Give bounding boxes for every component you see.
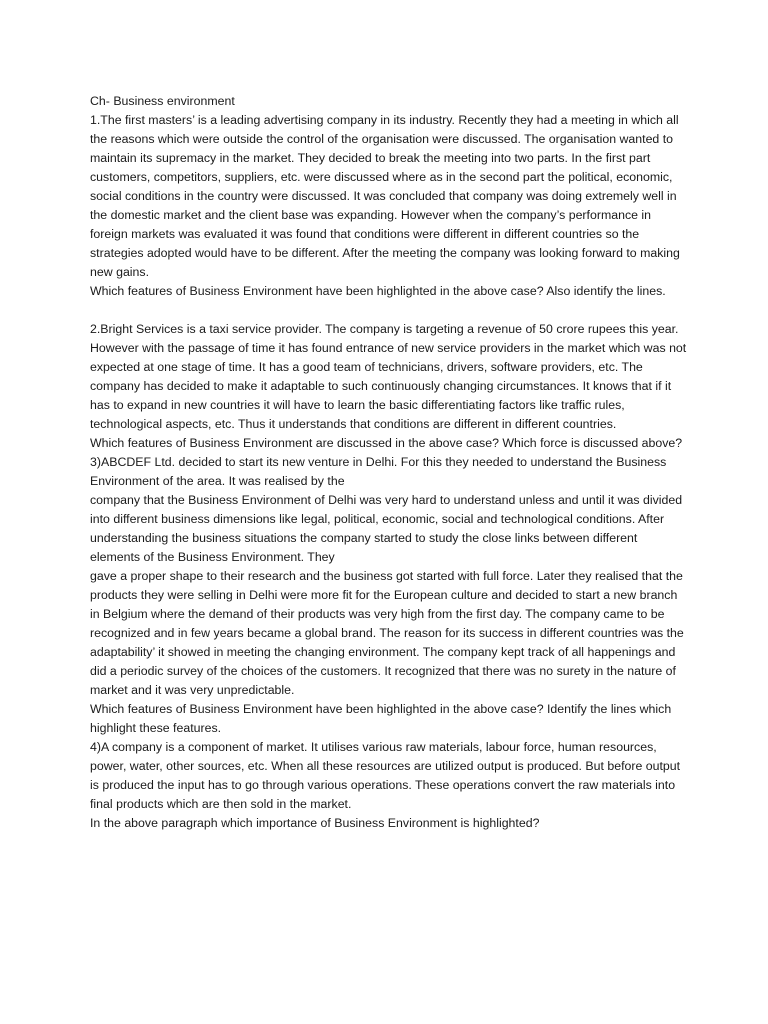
document-title: Ch- Business environment	[90, 94, 235, 108]
question-4-case: 4)A company is a component of market. It utilises various raw materials, labour force, human resources, power, water, other sources, etc. When all these resources are utilized output is produced. But before output is produced the input has to go through various operations. These operations convert the raw materials into final products which are then sold in the market.	[90, 740, 681, 811]
question-2-case: 2.Bright Services is a taxi service provider. The company is targeting a revenue of 50 crore rupees this year. However with the passage of time it has found entrance of new service providers in the market which was not expected at one stage of time. It has a good team of technicians, drivers, software providers, etc. The company has decided to make it adaptable to such continuously changing circumstances. It knows that if it has to expand in new countries it will have to learn the basic differentiating factors like traffic rules, technological aspects, etc. Thus it understands that conditions are different in different countries.	[90, 322, 687, 431]
question-1-prompt: Which features of Business Environment have been highlighted in the above case? Also identify the lines.	[90, 284, 666, 298]
question-1-case: 1.The first masters’ is a leading advertising company in its industry. Recently they had a meeting in which all the reasons which were outside the control of the organisation were discussed. The organisation wanted to maintain its supremacy in the market. They decided to break the meeting into two parts. In the first part customers, competitors, suppliers, etc. were discussed where as in the second part the political, economic, social conditions in the country were discussed. It was concluded that company was doing extremely well in the domestic market and the client base was expanding. However when the company’s performance in foreign markets was evaluated it was found that conditions were different in different countries so the strategies adopted would have to be different. After the meeting the company was looking forward to making new gains.	[90, 113, 680, 279]
question-3-prompt: Which features of Business Environment have been highlighted in the above case? Identify the lines which highlight these features.	[90, 702, 672, 735]
question-3-case-part-1: 3)ABCDEF Ltd. decided to start its new venture in Delhi. For this they needed to understand the Business Environment of the area. It was realised by the	[90, 455, 667, 488]
paragraph-gap	[90, 301, 690, 320]
question-2-prompt: Which features of Business Environment are discussed in the above case? Which force is discussed above?	[90, 436, 683, 450]
question-3-case-part-2: company that the Business Environment of Delhi was very hard to understand unless and until it was divided into different business dimensions like legal, political, economic, social and technological conditions. After understanding the business situations the company started to study the close links between different elements of the Business Environment. They	[90, 493, 683, 564]
question-3-case-part-3: gave a proper shape to their research and the business got started with full force. Later they realised that the products they were selling in Delhi were more fit for the European culture and decided to start a new branch in Belgium where the demand of their products was very high from the first day. The company came to be recognized and in few years became a global brand. The reason for its success in different countries was the adaptability’ it showed in meeting the changing environment. The company kept track of all happenings and did a periodic survey of the choices of the customers. It recognized that there was no surety in the nature of market and it was very unpredictable.	[90, 569, 684, 697]
document-page	[90, 92, 690, 833]
question-4-prompt: In the above paragraph which importance of Business Environment is highlighted?	[90, 816, 540, 830]
